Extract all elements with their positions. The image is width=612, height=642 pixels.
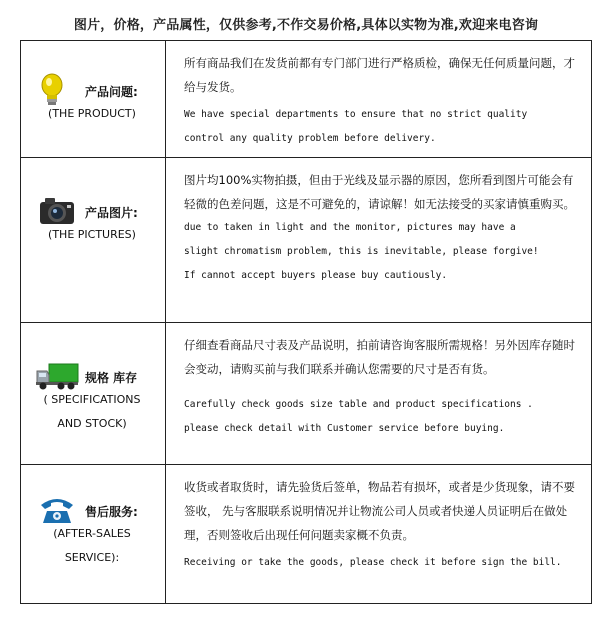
pictures-text-cn: 图片均100%实物拍摄，但由于光线及显示器的原因，您所看到图片可能会有轻微的色差问题，这是不可避免的，请谅解！如无法接受的买家请慎重购买。 — [184, 173, 575, 211]
specifications-label-en-2: AND STOCK) — [57, 417, 127, 430]
text-cell-specifications — [166, 323, 592, 465]
label-cell-product — [21, 41, 166, 158]
label-cell-specifications — [21, 323, 166, 465]
pictures-label-en: (THE PICTURES) — [48, 228, 136, 241]
product-text-en-2: control any quality problem before delivery. — [184, 133, 436, 144]
label-cell-after-sales — [21, 465, 166, 604]
specifications-label-en-1: ( SPECIFICATIONS — [43, 393, 141, 406]
camera-icon — [39, 196, 75, 230]
after-sales-label-en-1: (AFTER-SALES — [53, 527, 131, 540]
after-sales-label-en-2: SERVICE): — [64, 551, 120, 564]
product-text-en-1: We have special departments to ensure that no strict quality — [184, 109, 528, 120]
text-cell-after-sales — [166, 465, 592, 604]
pictures-text-en-1: due to taken in light and the monitor, pictures may have a — [184, 222, 516, 233]
text-cell-product — [166, 41, 592, 158]
specifications-text-cn: 仔细查看商品尺寸表及产品说明，拍前请咨询客服所需规格！另外因库存随时会变动，请购买前与我们联系并确认您需要的尺寸是否有货。 — [184, 338, 575, 376]
text-cell-pictures — [166, 158, 592, 323]
pictures-text-en-2: slight chromatism problem, this is inevitable, please forgive! — [184, 246, 539, 257]
after-sales-text-cn: 收货或者取货时，请先验货后签单，物品若有损坏，或者是少货现象，请不要签收， 先与客服联系说明情况并让物流公司人员或者快递人员证明后在做处理，否则签收后出现任何问题卖家概不负责。 — [184, 480, 575, 542]
after-sales-label-cn: 售后服务: — [85, 505, 138, 519]
row-pictures — [21, 158, 592, 323]
page-header: 图片，价格，产品属性，仅供参考,不作交易价格,具体以实物为准,欢迎来电咨询 — [73, 18, 539, 33]
specifications-text-en-1: Carefully check goods size table and product specifications . — [184, 399, 533, 410]
truck-icon — [35, 361, 79, 395]
label-cell-pictures — [21, 158, 166, 323]
row-product — [21, 41, 592, 158]
lightbulb-icon — [39, 73, 65, 111]
row-specifications — [21, 323, 592, 465]
pictures-label-cn: 产品图片: — [85, 206, 138, 220]
specifications-label-cn: 规格 库存 — [85, 371, 138, 385]
row-after-sales — [21, 465, 592, 604]
product-label-en: (THE PRODUCT) — [48, 107, 136, 120]
after-sales-text-en-1: Receiving or take the goods, please check it before sign the bill. — [184, 557, 562, 568]
pictures-text-en-3: If cannot accept buyers please buy cautiously. — [184, 270, 448, 281]
info-table — [20, 40, 592, 604]
specifications-text-en-2: please check detail with Customer service before buying. — [184, 423, 505, 434]
product-label-cn: 产品问题: — [85, 85, 138, 99]
product-text-cn: 所有商品我们在发货前都有专门部门进行严格质检，确保无任何质量问题，才给与发货。 — [184, 56, 575, 94]
telephone-icon — [39, 495, 75, 529]
